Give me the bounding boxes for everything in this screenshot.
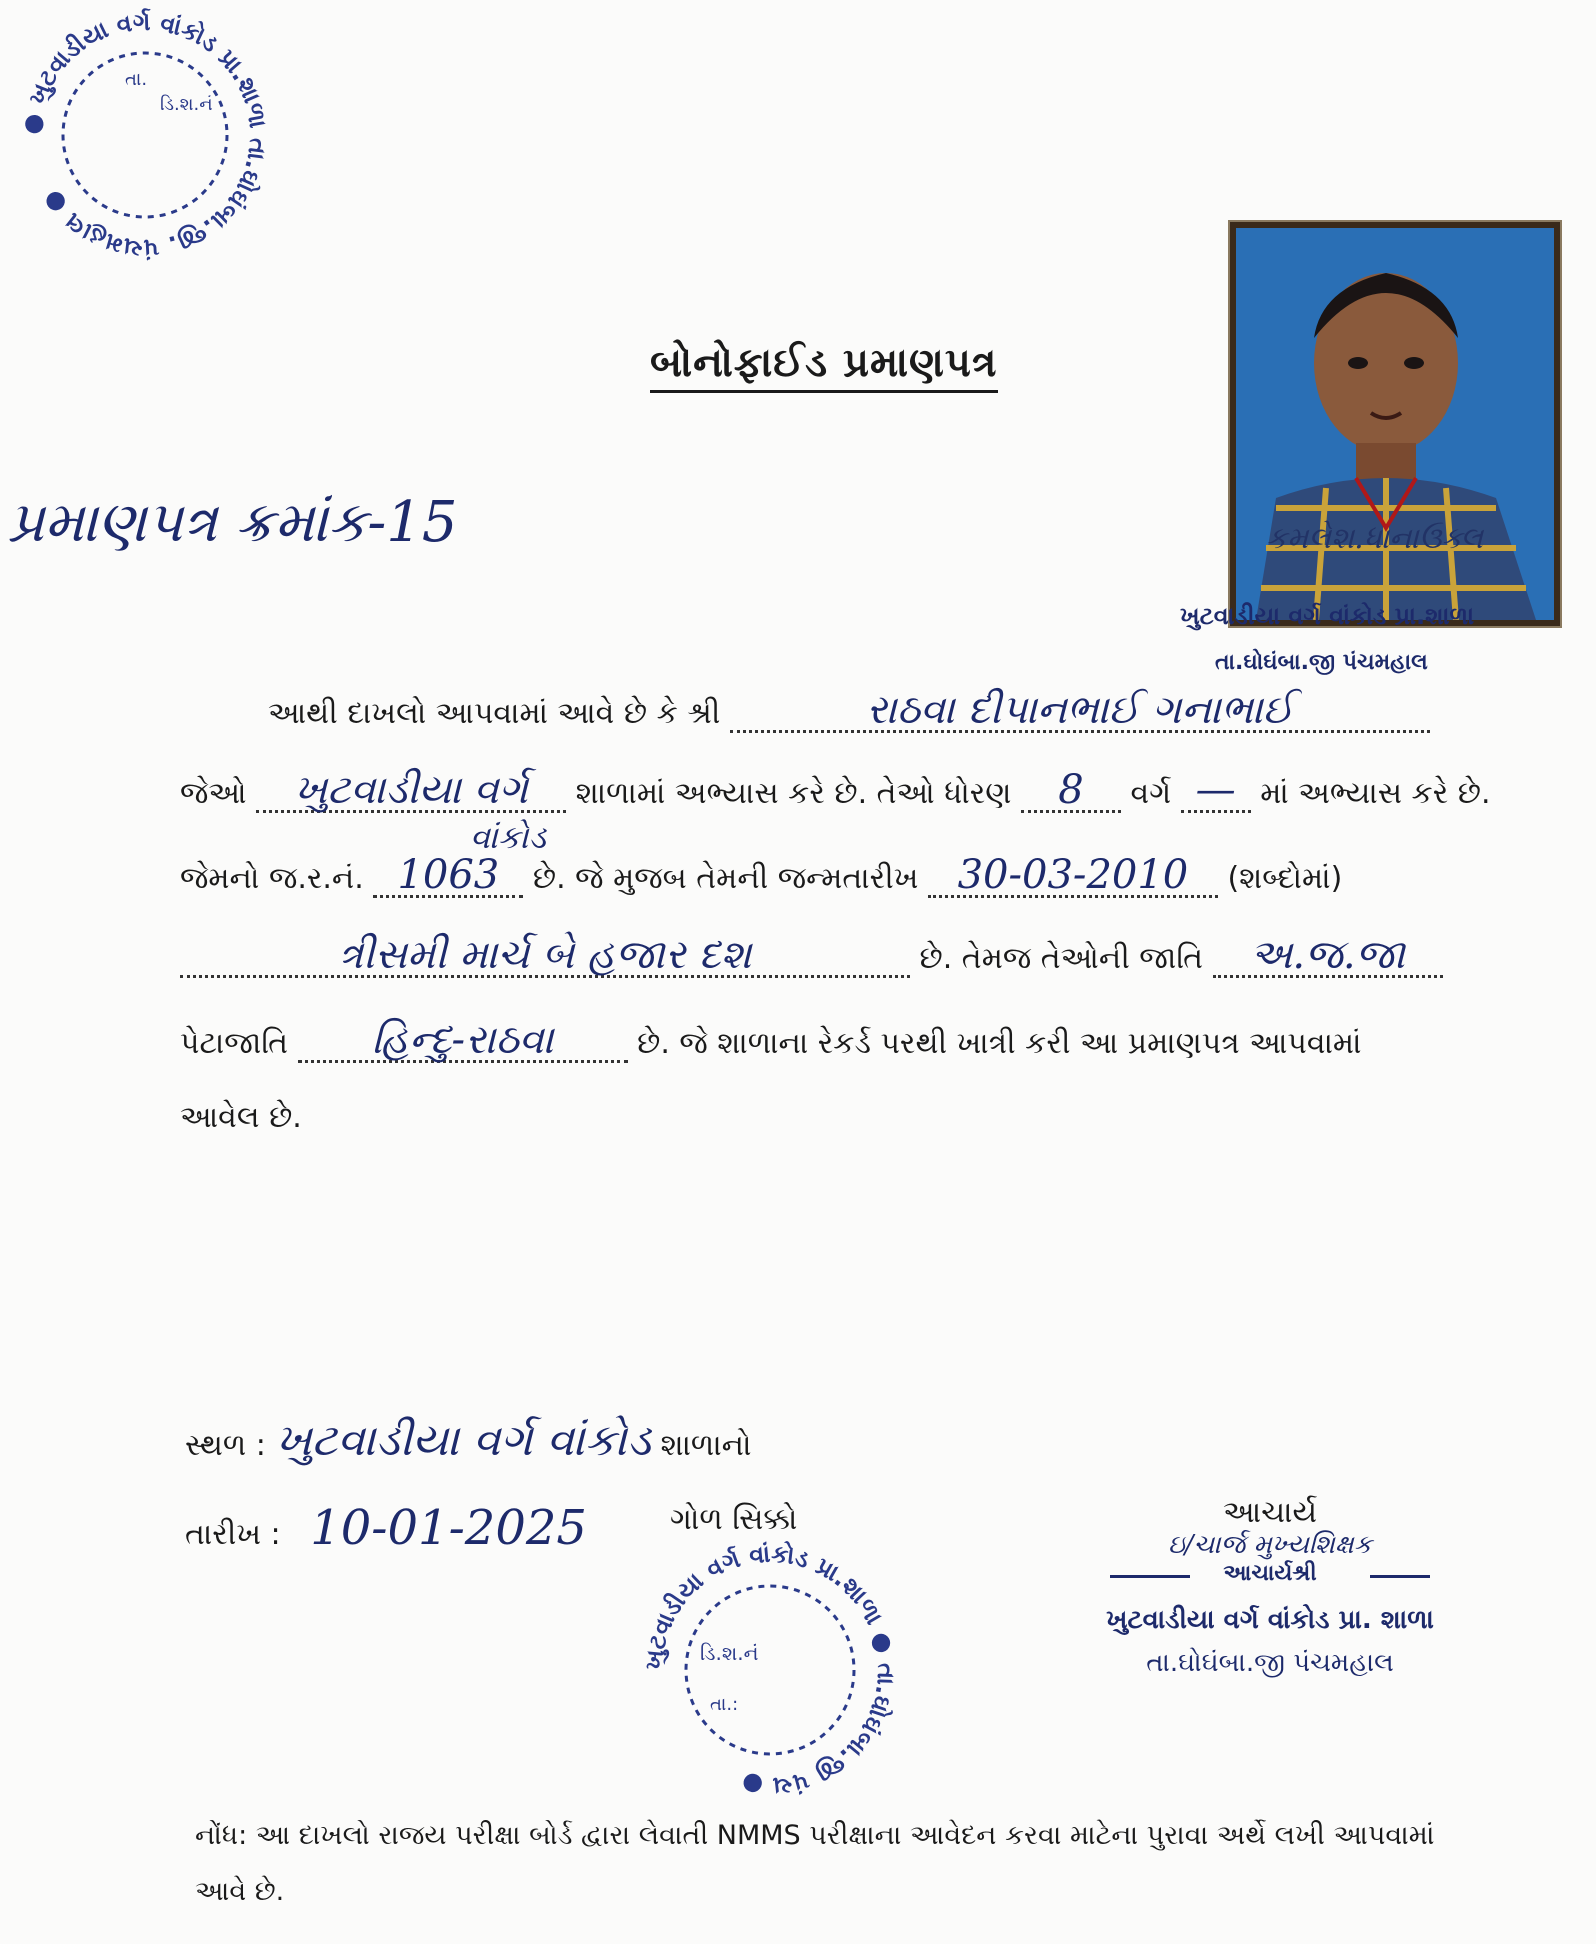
top-left-seal-ring-text: ● ખુટવાડીયા વર્ગ વાંકોડ પ્રા.શાળા તા.ઘોઘંબા.જી. પંચમહાલ ● <box>17 7 273 263</box>
label-dob: છે. જે મુજબ તેમની જન્મતારીખ <box>532 861 919 896</box>
body-line-2 <box>180 767 1491 813</box>
body-line-1 <box>268 687 1430 733</box>
student-name-field: રાઠવા દીપાનભાઈ ગનાભાઈ <box>730 690 1430 733</box>
caste-field: અ.જ.જા <box>1213 935 1443 978</box>
top-left-school-seal <box>10 7 280 263</box>
certificate-number: પ્રમાણપત્ર ક્રમાંક-15 <box>8 490 458 555</box>
label-verified: છે. જે શાળાના રેકર્ડ પરથી ખાત્રી કરી આ પ્રમાણપત્ર આપવામાં <box>637 1026 1362 1061</box>
dob-words-field: ત્રીસમી માર્ચ બે હજાર દશ <box>180 935 910 978</box>
label-division: વર્ગ <box>1130 776 1172 811</box>
label-jeo: જેઓ <box>180 776 247 811</box>
place-label: સ્થળ : <box>185 1428 266 1463</box>
standard-field: 8 <box>1021 770 1121 813</box>
school-name-field-line2: વાંકોડ <box>470 818 546 856</box>
principal-title: આચાર્ય <box>1222 1495 1318 1530</box>
svg-text:● ખુટવાડીયા વર્ગ વાંકોડ પ્રા.શ <box>18 8 273 263</box>
photo-stamp-line-2: તા.ઘોઘંબા.જી પંચમહાલ <box>1215 650 1428 675</box>
place-value: ખુટવાડીયા વર્ગ વાંકોડ <box>275 1415 651 1466</box>
principal-stamp-label: આચાર્યશ્રી <box>1223 1561 1317 1586</box>
certificate-title: બોનોફાઈડ પ્રમાણપત્ર <box>650 340 998 393</box>
division-field: — <box>1181 770 1251 813</box>
signature-stroke-right <box>1370 1575 1430 1578</box>
principal-school-stamp: ખુટવાડીયા વર્ગ વાંકોડ પ્રા. શાળા <box>1106 1605 1434 1635</box>
bottom-school-seal <box>640 1540 900 1800</box>
principal-signature-block <box>1070 1495 1470 1679</box>
school-name-field: ખુટવાડીયા વર્ગ <box>256 770 566 813</box>
date-line <box>185 1500 587 1556</box>
signature-stroke-left <box>1110 1575 1190 1578</box>
svg-text:ખુટવાડીયા વર્ગ વાંકોડ પ્રા.શાળ <box>640 1539 901 1801</box>
principal-taluka-stamp: તા.ઘોઘંબા.જી પંચમહાલ <box>1146 1648 1394 1678</box>
bottom-seal-inner-2: તા.: <box>710 1694 739 1715</box>
label-studying: માં અભ્યાસ કરે છે. <box>1260 776 1491 811</box>
label-study-std: શાળામાં અભ્યાસ કરે છે. તેઓ ધોરણ <box>575 776 1012 811</box>
top-left-seal-inner-1: ડિ.શ.નં <box>160 94 213 115</box>
gr-number-field: 1063 <box>373 855 523 898</box>
bottom-seal-inner-1: ડિ.શ.નં <box>700 1641 759 1665</box>
top-left-seal-inner-2: તા. <box>125 69 148 90</box>
signature-stamp-row <box>1070 1561 1470 1587</box>
label-in-words: (શબ્દોમાં) <box>1227 861 1343 896</box>
body-line-6: આવેલ છે. <box>180 1100 302 1135</box>
photo-stamp-line-1: ખુટવાડીયા વર્ગ વાંકોડ પ્રા.શાળા <box>1180 602 1475 630</box>
bottom-seal-ring-text: ખુટવાડીયા વર્ગ વાંકોડ પ્રા.શાળા ● તા.ઘોઘંબા.જી પંચ ● <box>639 1539 901 1801</box>
label-subcaste: પેટાજાતિ <box>180 1026 289 1061</box>
body-line-3 <box>180 852 1343 898</box>
photo-overlay-signature: કમલેશ.ધાનાઉક્લ <box>1266 521 1484 556</box>
student-photo <box>1230 222 1560 626</box>
date-value: 10-01-2025 <box>310 1500 587 1556</box>
place-suffix: શાળાનો <box>660 1428 752 1463</box>
subcaste-field: હિન્દુ-રાઠવા <box>298 1020 628 1063</box>
label-caste: છે. તેમજ તેઓની જાતિ <box>919 941 1204 976</box>
body-line-5 <box>180 1017 1362 1063</box>
dob-field: 30-03-2010 <box>928 855 1218 898</box>
place-line <box>185 1415 752 1466</box>
principal-signature: ઇ/ચાર્જ મુખ્યશિક્ષક <box>1167 1530 1373 1560</box>
date-label: તારીખ : <box>185 1517 281 1552</box>
round-seal-label: ગોળ સિક્કો <box>670 1502 798 1537</box>
label-gr-no: જેમનો જ.ર.નં. <box>180 861 364 896</box>
body-intro-text: આથી દાખલો આપવામાં આવે છે કે શ્રી <box>268 696 721 731</box>
body-line-4 <box>180 932 1443 978</box>
footnote: નોંધ: આ દાખલો રાજય પરીક્ષા બોર્ડ દ્વારા લેવાતી NMMS પરીક્ષાના આવેદન કરવા માટેના પુરાવા અર્થે લખી આપવામાં આવે છે. <box>195 1820 1435 1907</box>
